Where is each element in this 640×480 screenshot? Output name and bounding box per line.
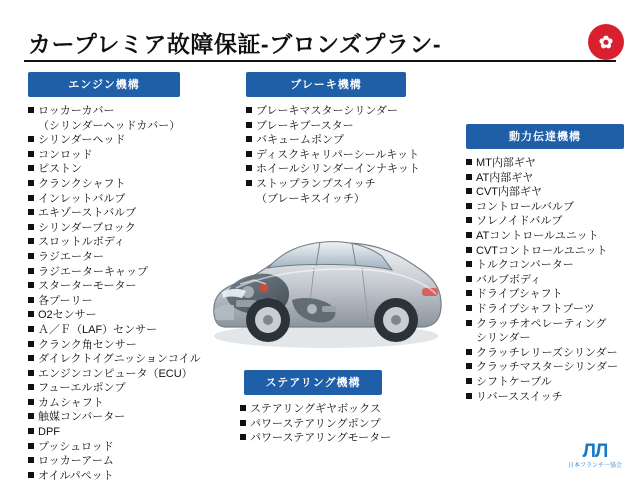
list-item bbox=[466, 287, 622, 302]
list-item bbox=[466, 273, 622, 288]
list-item bbox=[28, 469, 180, 480]
list-item bbox=[28, 235, 180, 250]
square-bullet-icon bbox=[466, 349, 472, 355]
list-item bbox=[28, 410, 180, 425]
list-item bbox=[28, 338, 180, 353]
list-item bbox=[246, 162, 420, 177]
square-bullet-icon bbox=[28, 224, 34, 230]
section-drivetrain-heading: 動力伝達機構 bbox=[466, 124, 624, 149]
list-item-label: パワーステアリングモーター bbox=[250, 432, 392, 445]
list-item bbox=[466, 317, 622, 332]
list-item bbox=[240, 417, 410, 432]
square-bullet-icon bbox=[28, 341, 34, 347]
list-item bbox=[28, 221, 180, 236]
list-item-label: スロットルボディ bbox=[38, 236, 125, 249]
square-bullet-icon bbox=[28, 282, 34, 288]
list-item-label: クラッチオペレーティング bbox=[476, 317, 607, 330]
square-bullet-icon bbox=[466, 378, 472, 384]
list-item bbox=[28, 162, 180, 177]
square-bullet-icon bbox=[28, 238, 34, 244]
square-bullet-icon bbox=[240, 434, 246, 440]
list-item-label: ホイールシリンダーインナキット bbox=[256, 163, 420, 176]
brand-logo-glyph: ✿ bbox=[598, 32, 614, 52]
list-item-label: ロッカーアーム bbox=[38, 455, 114, 468]
section-engine bbox=[28, 72, 201, 480]
list-item-label: クラッチレリーズシリンダー bbox=[476, 346, 618, 359]
list-item bbox=[28, 323, 180, 338]
square-bullet-icon bbox=[28, 107, 34, 113]
list-item bbox=[246, 177, 406, 192]
list-item-label: AT内部ギヤ bbox=[476, 171, 534, 184]
list-item bbox=[466, 156, 622, 171]
list-item bbox=[466, 331, 622, 346]
list-item bbox=[240, 402, 410, 417]
list-item-label: パワーステアリングポンプ bbox=[250, 417, 381, 430]
list-item bbox=[246, 192, 406, 207]
section-brake-list bbox=[246, 104, 420, 206]
list-item-label: エキゾーストバルブ bbox=[38, 207, 137, 220]
list-item-label: ドライブシャフト bbox=[476, 288, 563, 301]
list-item bbox=[28, 367, 193, 382]
list-item-label: シリンダーヘッド bbox=[38, 134, 126, 147]
section-brake-heading: ブレーキ機構 bbox=[246, 72, 406, 97]
list-item bbox=[28, 381, 180, 396]
list-item bbox=[28, 192, 180, 207]
square-bullet-icon bbox=[28, 165, 34, 171]
list-item-label: （シリンダーヘッドカバー） bbox=[38, 119, 181, 132]
list-item bbox=[28, 308, 180, 323]
square-bullet-icon bbox=[28, 384, 34, 390]
list-item-label: クランクシャフト bbox=[38, 177, 126, 190]
list-item-label: コントロールバルブ bbox=[476, 200, 575, 213]
list-item bbox=[466, 214, 622, 229]
list-item-label: ダイレクトイグニッションコイル bbox=[38, 353, 201, 366]
square-bullet-icon bbox=[28, 370, 34, 376]
square-bullet-icon bbox=[466, 188, 472, 194]
list-item-label: Ａ／Ｆ（LAF）センサー bbox=[38, 323, 158, 336]
list-item-label: バキュームポンプ bbox=[256, 134, 344, 147]
list-item-label: ラジエーター bbox=[38, 250, 104, 263]
square-bullet-icon bbox=[246, 136, 252, 142]
square-bullet-icon bbox=[28, 195, 34, 201]
list-item-label: 各プーリー bbox=[38, 294, 93, 307]
square-bullet-icon bbox=[28, 209, 34, 215]
list-item bbox=[28, 425, 180, 440]
list-item-label: MT内部ギヤ bbox=[476, 157, 536, 169]
list-item bbox=[466, 302, 622, 317]
list-item-label: 触媒コンバーター bbox=[38, 411, 126, 424]
square-bullet-icon bbox=[466, 174, 472, 180]
list-item-label: ATコントロールユニット bbox=[476, 229, 599, 242]
list-item bbox=[466, 258, 622, 273]
association-logo bbox=[564, 442, 626, 470]
list-item bbox=[28, 454, 180, 469]
list-item-label: ブレーキブースター bbox=[256, 119, 354, 132]
list-item bbox=[28, 396, 180, 411]
list-item-label: インレットバルブ bbox=[38, 192, 126, 205]
square-bullet-icon bbox=[28, 297, 34, 303]
brand-logo-icon bbox=[588, 24, 624, 60]
square-bullet-icon bbox=[28, 326, 34, 332]
square-bullet-icon bbox=[246, 180, 252, 186]
list-item bbox=[246, 104, 406, 119]
list-item bbox=[28, 279, 180, 294]
list-item-label: ディスクキャリパーシールキット bbox=[256, 148, 420, 161]
section-engine-heading: エンジン機構 bbox=[28, 72, 180, 97]
square-bullet-icon bbox=[28, 136, 34, 142]
list-item-label: バルブボディ bbox=[476, 273, 542, 286]
list-item-label: ラジエーターキャップ bbox=[38, 265, 148, 278]
square-bullet-icon bbox=[28, 443, 34, 449]
list-item-label: エンジンコンピュータ（ECU） bbox=[38, 367, 193, 380]
list-item-label: ブレーキマスターシリンダー bbox=[256, 105, 398, 117]
list-item-label: シリンダーブロック bbox=[38, 221, 136, 234]
square-bullet-icon bbox=[28, 355, 34, 361]
association-logo-mark: ЛЛ bbox=[582, 441, 608, 462]
section-steering-heading: ステアリング機構 bbox=[244, 370, 382, 395]
section-brake bbox=[246, 72, 420, 206]
car-illustration-image bbox=[196, 196, 456, 366]
list-item-label: O2センサー bbox=[38, 309, 97, 322]
square-bullet-icon bbox=[28, 180, 34, 186]
list-item bbox=[466, 200, 622, 215]
list-item-label: ロッカーカバー bbox=[38, 105, 115, 117]
list-item-label: ステアリングギヤボックス bbox=[250, 403, 382, 415]
list-item bbox=[466, 346, 622, 361]
list-item-label: ストップランプスイッチ bbox=[256, 177, 376, 190]
list-item-label: シフトケーブル bbox=[476, 375, 552, 388]
section-engine-list bbox=[28, 104, 201, 480]
list-item-label: （ブレーキスイッチ） bbox=[256, 192, 365, 205]
section-drivetrain bbox=[466, 124, 622, 404]
list-item-label: CVTコントロールユニット bbox=[476, 244, 608, 257]
title-divider bbox=[24, 60, 616, 62]
list-item-label: シリンダー bbox=[476, 332, 531, 345]
list-item bbox=[466, 375, 622, 390]
list-item bbox=[246, 148, 420, 163]
square-bullet-icon bbox=[466, 217, 472, 223]
list-item-label: リバーススイッチ bbox=[476, 390, 563, 403]
list-item-label: スターターモーター bbox=[38, 280, 137, 293]
list-item bbox=[466, 185, 622, 200]
square-bullet-icon bbox=[466, 276, 472, 282]
square-bullet-icon bbox=[240, 420, 246, 426]
square-bullet-icon bbox=[246, 165, 252, 171]
square-bullet-icon bbox=[466, 363, 472, 369]
list-item-label: ピストン bbox=[38, 163, 82, 176]
square-bullet-icon bbox=[466, 203, 472, 209]
list-item-label: CVT内部ギヤ bbox=[476, 186, 542, 199]
list-item-label: DPF bbox=[38, 426, 60, 439]
list-item bbox=[28, 104, 180, 119]
square-bullet-icon bbox=[466, 320, 472, 326]
list-item bbox=[466, 229, 622, 244]
list-item bbox=[28, 206, 180, 221]
square-bullet-icon bbox=[28, 399, 34, 405]
square-bullet-icon bbox=[28, 413, 34, 419]
list-item bbox=[466, 390, 622, 405]
list-item bbox=[28, 440, 180, 455]
square-bullet-icon bbox=[28, 428, 34, 434]
list-item bbox=[466, 171, 622, 186]
list-item bbox=[246, 119, 406, 134]
list-item bbox=[246, 133, 406, 148]
square-bullet-icon bbox=[466, 261, 472, 267]
list-item-label: オイルパペット bbox=[38, 469, 114, 480]
list-item-label: プッシュロッド bbox=[38, 440, 114, 453]
square-bullet-icon bbox=[466, 305, 472, 311]
list-item-label: クラッチマスターシリンダー bbox=[476, 361, 619, 374]
list-item-label: クランク角センサー bbox=[38, 338, 137, 351]
list-item bbox=[28, 250, 180, 265]
square-bullet-icon bbox=[28, 151, 34, 157]
page-title: カープレミア故障保証-ブロンズプラン- bbox=[28, 31, 442, 57]
list-item-label: ドライブシャフトブーツ bbox=[476, 302, 595, 315]
list-item bbox=[28, 177, 180, 192]
square-bullet-icon bbox=[246, 151, 252, 157]
list-item-label: カムシャフト bbox=[38, 396, 104, 409]
square-bullet-icon bbox=[466, 247, 472, 253]
section-steering bbox=[240, 370, 410, 446]
square-bullet-icon bbox=[466, 232, 472, 238]
list-item bbox=[466, 244, 622, 259]
association-logo-caption: 日本フランチ一協会 bbox=[567, 463, 622, 469]
list-item bbox=[28, 265, 180, 280]
square-bullet-icon bbox=[466, 393, 472, 399]
list-item-label: ソレノイドバルブ bbox=[476, 215, 563, 228]
square-bullet-icon bbox=[246, 122, 252, 128]
list-item bbox=[28, 133, 180, 148]
square-bullet-icon bbox=[240, 405, 246, 411]
square-bullet-icon bbox=[28, 253, 34, 259]
list-item bbox=[240, 431, 410, 446]
square-bullet-icon bbox=[28, 457, 34, 463]
list-item bbox=[28, 352, 201, 367]
square-bullet-icon bbox=[28, 311, 34, 317]
list-item bbox=[28, 294, 180, 309]
square-bullet-icon bbox=[28, 268, 34, 274]
section-drivetrain-list bbox=[466, 156, 622, 404]
section-steering-list bbox=[240, 402, 410, 446]
list-item bbox=[28, 119, 180, 134]
list-item-label: コンロッド bbox=[38, 148, 93, 161]
list-item bbox=[466, 360, 622, 375]
square-bullet-icon bbox=[466, 159, 472, 165]
square-bullet-icon bbox=[28, 472, 34, 478]
list-item-label: フューエルポンプ bbox=[38, 382, 126, 395]
square-bullet-icon bbox=[246, 107, 252, 113]
list-item bbox=[28, 148, 180, 163]
list-item-label: トルクコンバーター bbox=[476, 259, 574, 272]
square-bullet-icon bbox=[466, 290, 472, 296]
